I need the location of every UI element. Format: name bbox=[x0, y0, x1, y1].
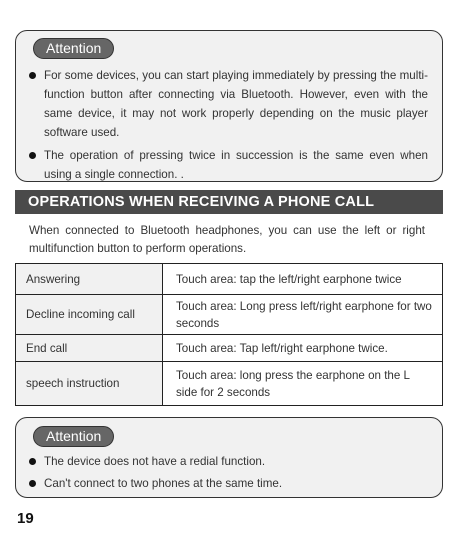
table-row bbox=[16, 264, 443, 295]
bullet-icon bbox=[29, 72, 36, 79]
attention-box-bottom bbox=[15, 417, 443, 498]
attention-item bbox=[28, 474, 428, 493]
bullet-icon bbox=[29, 152, 36, 159]
table-row bbox=[16, 335, 443, 362]
attention-box-top bbox=[15, 30, 443, 182]
description-cell: Touch area: tap the left/right earphone twice bbox=[163, 264, 443, 295]
attention-item bbox=[28, 66, 428, 142]
table-row bbox=[16, 295, 443, 335]
attention-list bbox=[28, 452, 428, 493]
attention-badge: Attention bbox=[33, 426, 114, 447]
section-intro: When connected to Bluetooth headphones, you can use the left or right multifunction button to perform operations. bbox=[29, 224, 425, 255]
action-cell: speech instruction bbox=[16, 362, 163, 406]
attention-list bbox=[28, 66, 428, 184]
attention-item-text: For some devices, you can start playing immediately by pressing the multi-function button after connecting via Bluetooth. However, even with the same device, it may not work properly depending on the music player software used. bbox=[44, 69, 428, 139]
bullet-icon bbox=[29, 458, 36, 465]
section-title: OPERATIONS WHEN RECEIVING A PHONE CALL bbox=[15, 190, 443, 214]
attention-badge: Attention bbox=[33, 38, 114, 59]
description-cell: Touch area: Tap left/right earphone twice. bbox=[163, 335, 443, 362]
page-number: 19 bbox=[17, 510, 34, 527]
action-cell: Answering bbox=[16, 264, 163, 295]
action-cell: Decline incoming call bbox=[16, 295, 163, 335]
attention-item bbox=[28, 146, 428, 184]
description-cell: Touch area: long press the earphone on the L side for 2 seconds bbox=[163, 362, 443, 406]
attention-item bbox=[28, 452, 428, 471]
attention-item-text: The device does not have a redial function. bbox=[44, 455, 266, 468]
action-cell: End call bbox=[16, 335, 163, 362]
bullet-icon bbox=[29, 480, 36, 487]
attention-item-text: Can't connect to two phones at the same time. bbox=[44, 477, 283, 490]
operations-table bbox=[15, 263, 443, 406]
attention-item-text: The operation of pressing twice in succession is the same even when using a single connection. . bbox=[44, 149, 428, 181]
description-cell: Touch area: Long press left/right earphone for two seconds bbox=[163, 295, 443, 335]
table-row bbox=[16, 362, 443, 406]
